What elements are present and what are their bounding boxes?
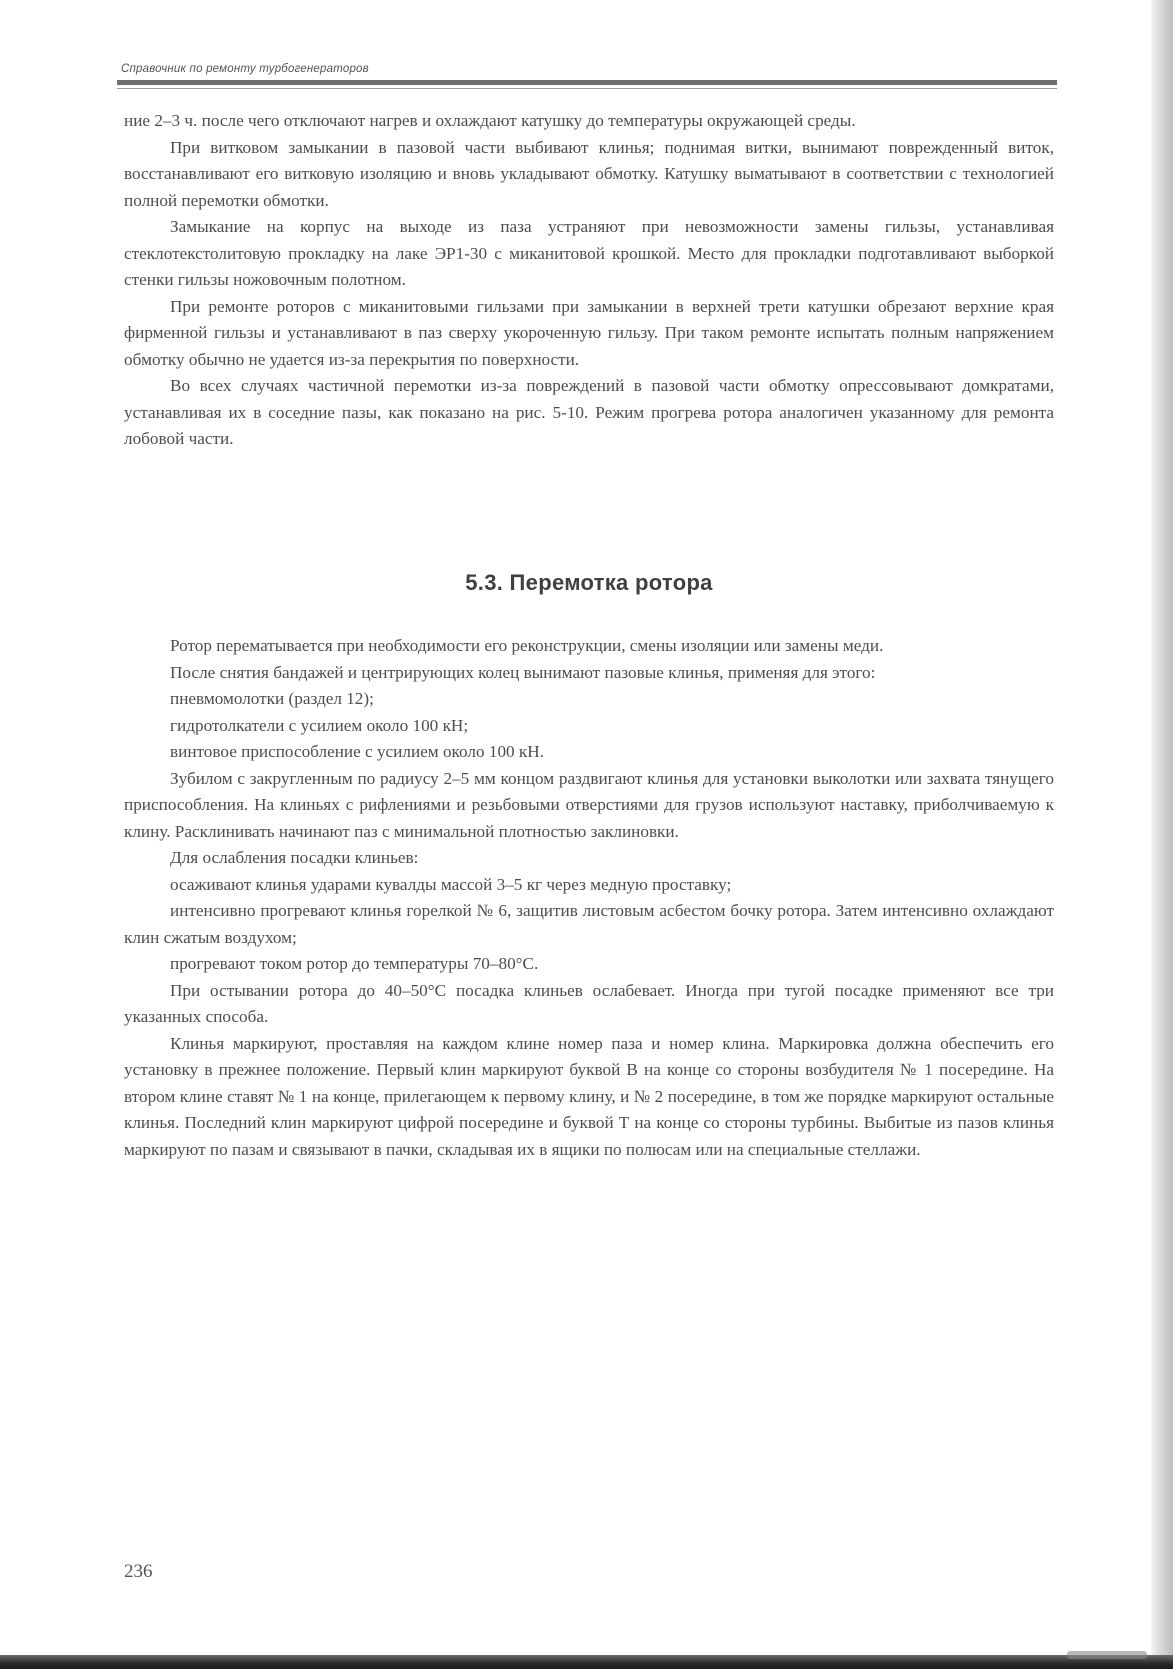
page-number: 236: [124, 1561, 153, 1582]
scan-edge-bottom: [0, 1655, 1173, 1669]
list-item-tool: гидротолкатели с усилием около 100 кН;: [170, 715, 469, 735]
list-item-tool: пневмомолотки (раздел 12);: [170, 689, 374, 708]
list-item-tool: винтовое приспособление с усилием около 100 кН.: [170, 742, 544, 761]
paragraph-pressing: Во всех случаях частичной перемотки из-за повреждений в пазовой части обмотку опрессовывают домкратами, устанавливая их в соседние пазы, как показано на рис. 5-10. Режим прогрева ротора аналогичен указанному для ремонта лобовой части.: [124, 376, 1054, 448]
paragraph-wedge-removal: После снятия бандажей и центрирующих колец вынимают пазовые клинья, применяя для этого:: [170, 662, 876, 682]
header-rule-thin: [117, 88, 1057, 89]
header-rule-thick: [117, 80, 1057, 85]
scan-edge-right: [1151, 0, 1173, 1669]
body-text-section: [124, 633, 1054, 1163]
list-item-method: интенсивно прогревают клинья горелкой № 6, защитив листовым асбестом бочку ротора. Затем интенсивно охлаждают клин сжатым воздухом;: [124, 901, 1054, 947]
paragraph-micanite-sleeves: При ремонте роторов с миканитовыми гильзами при замыкании в верхней трети катушки обрезают верхние края фирменной гильзы и устанавливают в паз сверху укороченную гильзу. При таком ремонте испытать полным напряжением обмотку обычно не удается из-за перекрытия по поверхности.: [124, 296, 1054, 369]
scan-smudge: [1067, 1651, 1147, 1659]
body-text-top: [124, 108, 1054, 453]
running-header-title: Справочник по ремонту турбогенераторов: [121, 63, 369, 75]
list-item-method: осаживают клинья ударами кувалды массой 3–5 кг через медную проставку;: [170, 874, 732, 894]
paragraph-continuation: ние 2–3 ч. после чего отключают нагрев и охлаждают катушку до температуры окружающей среды.: [124, 111, 856, 130]
paragraph-loosening-intro: Для ослабления посадки клиньев:: [170, 848, 419, 867]
paragraph-rewind-reasons: Ротор перематывается при необходимости его реконструкции, смены изоляции или замены меди.: [170, 636, 884, 655]
paragraph-chisel: Зубилом с закругленным по радиусу 2–5 мм концом раздвигают клинья для установки выколотки или захвата тянущего приспособления. На клиньях с рифлениями и резьбовыми отверстиями для грузов используют наставку, приболчиваемую к клину. Расклинивать начинают паз с минимальной плотностью заклиновки.: [124, 768, 1054, 841]
paragraph-turn-fault: При витковом замыкании в пазовой части выбивают клинья; поднимая витки, вынимают поврежденный виток, восстанавливают его витковую изоляцию и вновь укладывают обмотку. Катушку выматывают в соответствии с технологией полной перемотки обмотки.: [124, 137, 1054, 210]
paragraph-ground-fault: Замыкание на корпус на выходе из паза устраняют при невозможности замены гильзы, устанавливая стеклотекстолитовую прокладку на лаке ЭР1-30 с миканитовой крошкой. Место для прокладки подготавливают выборкой стенки гильзы ножовочным полотном.: [124, 217, 1054, 289]
paragraph-cooling: При остывании ротора до 40–50°С посадка клиньев ослабевает. Иногда при тугой посадке применяют все три указанных способа.: [124, 980, 1054, 1026]
list-item-method: прогревают током ротор до температуры 70–80°С.: [170, 954, 539, 973]
paragraph-marking: Клинья маркируют, проставляя на каждом клине номер паза и номер клина. Маркировка должна обеспечить его установку в прежнее положение. Первый клин маркируют буквой В на конце со стороны возбудителя № 1 посередине. На втором клине ставят № 1 на конце, прилегающем к первому клину, и № 2 посередине, в том же порядке маркируют остальные клинья. Последний клин маркируют цифрой посередине и буквой Т на конце со стороны турбины. Выбитые из пазов клинья маркируют по пазам и связывают в пачки, складывая их в ящики по полюсам или на специальные стеллажи.: [124, 1033, 1054, 1159]
section-heading: 5.3. Перемотка ротора: [465, 570, 713, 595]
